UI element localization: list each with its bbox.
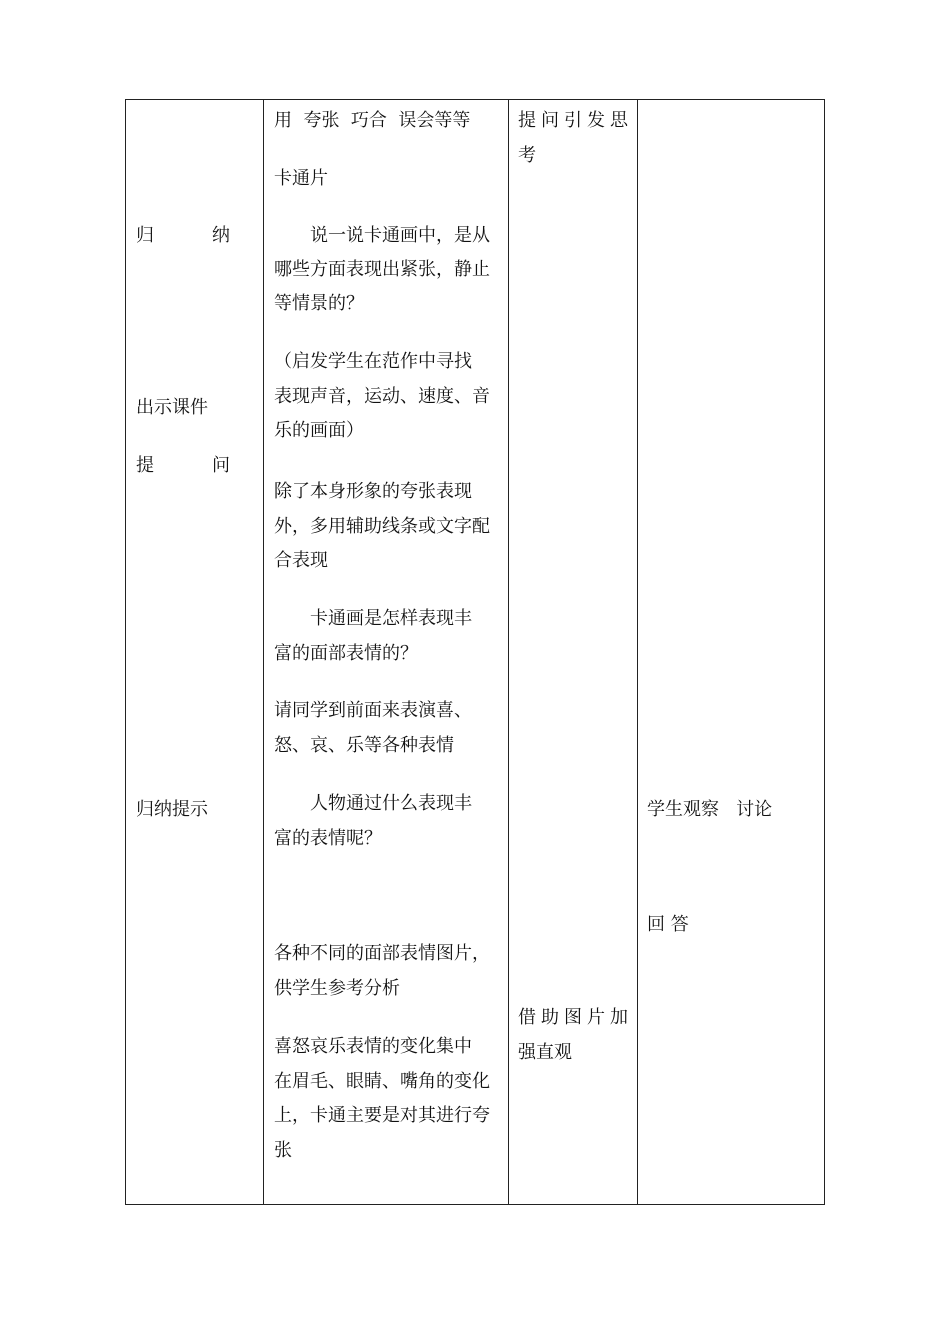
col4-line: 学生观察 讨论 bbox=[647, 799, 773, 820]
col2-line: 怒、哀、乐等各种表情 bbox=[274, 735, 454, 756]
col2-line: 合表现 bbox=[274, 550, 328, 571]
col2-line: 富的表情呢？ bbox=[274, 828, 382, 849]
col2-line: 人物通过什么表现丰 bbox=[310, 793, 472, 814]
col3-line: 考 bbox=[518, 145, 536, 166]
col2-line: 哪些方面表现出紧张，静止 bbox=[274, 259, 490, 280]
col1-guina-tishi: 归纳提示 bbox=[136, 799, 208, 820]
col2-line: 外，多用辅助线条或文字配 bbox=[274, 516, 490, 537]
column-divider bbox=[637, 100, 638, 1204]
col2-line: 富的面部表情的？ bbox=[274, 643, 418, 664]
col3-line: 提问引发思 bbox=[518, 110, 633, 131]
col2-line: 用 夸张 巧合 误会等等 bbox=[274, 110, 471, 131]
col2-line: 喜怒哀乐表情的变化集中 bbox=[274, 1036, 472, 1057]
col2-line: 卡通片 bbox=[274, 168, 328, 189]
col2-line: 请同学到前面来表演喜、 bbox=[274, 700, 472, 721]
col2-line: 说一说卡通画中，是从 bbox=[310, 225, 490, 246]
col3-line: 强直观 bbox=[518, 1042, 572, 1063]
col2-line: 表现声音，运动、速度、音 bbox=[274, 386, 490, 407]
col4-line: 回 答 bbox=[647, 914, 689, 935]
column-divider bbox=[263, 100, 264, 1204]
col1-tiwen: 提 问 bbox=[136, 455, 230, 476]
col2-line: 乐的画面） bbox=[274, 420, 364, 441]
col2-line: 上，卡通主要是对其进行夸 bbox=[274, 1105, 490, 1126]
col2-line: 各种不同的面部表情图片， bbox=[274, 943, 490, 964]
col2-line: 卡通画是怎样表现丰 bbox=[310, 608, 472, 629]
col2-line: （启发学生在范作中寻找 bbox=[274, 351, 472, 372]
col1-guina: 归 纳 bbox=[136, 225, 230, 246]
col2-line: 在眉毛、眼睛、嘴角的变化 bbox=[274, 1071, 490, 1092]
column-divider bbox=[508, 100, 509, 1204]
col2-line: 等情景的？ bbox=[274, 293, 364, 314]
col2-line: 除了本身形象的夸张表现 bbox=[274, 481, 472, 502]
col3-line: 借助图片加 bbox=[518, 1007, 633, 1028]
col2-line: 供学生参考分析 bbox=[274, 978, 400, 999]
col2-line: 张 bbox=[274, 1140, 292, 1161]
col1-chushi-kejian: 出示课件 bbox=[136, 397, 208, 418]
